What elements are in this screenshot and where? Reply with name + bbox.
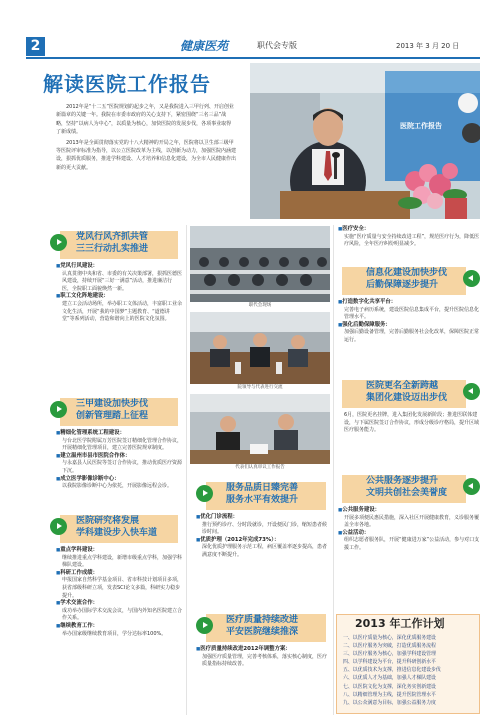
work-plan-item: 八、以精细管理为主线，提升医院管理水平 bbox=[343, 691, 436, 698]
photo-delegates bbox=[190, 394, 330, 464]
section-heading-public: 公共服务逐步提升 文明共创社会美誉度 bbox=[338, 470, 480, 506]
section-body-service: ■ 优化门诊流程： 推行预约诊疗、分时段就诊，开设便民门诊，缩短患者候诊时间。 ■ 优质护理（2012年完成73%）： 深化优质护理服务示范工程，病区覆盖率逐步提高，患者满意度不断提升。 bbox=[196, 514, 330, 560]
issue-date: 2013 年 3 月 20 日 bbox=[396, 42, 460, 50]
section-body-research: ■ 重点学科建设： 继续推进重点学科建设，新增市级重点学科，加强学科梯队建设。 ■ 科研工作成绩： 申报国家自然科学基金项目、省市科技计划项目多项，获省部级科研立项，发表SCI论文多篇，科研实力稳步提升。 ■ 学术交流合作： 成功举办国际学术交流会议，与国内外知名医院建立合作关系。 ■ 继续教育工作： 举办国家级继续教育项目，学分达标率100%。 bbox=[56, 547, 182, 638]
work-plan-item: 六、以优质人才为基础，加强人才梯队建设 bbox=[343, 675, 436, 682]
section-heading-management: 三甲建设加快步伐 创新管理踏上征程 bbox=[50, 393, 182, 429]
arrow-icon bbox=[196, 485, 213, 502]
work-plan-item: 四、以学科建设为平台，提升科研创新水平 bbox=[343, 659, 436, 666]
photo-caption: 职代会现场 bbox=[248, 303, 272, 308]
section-body-group: 6月，医院更名挂牌，进入集团化发展新阶段；推进医联体建设，与下属医院签订合作协议，形成分级诊疗格局，提升区域医疗服务能力。 bbox=[344, 412, 480, 434]
work-plan-title: 2013 年工作计划 bbox=[355, 617, 445, 630]
hero-screen-text: 医院工作报告 bbox=[400, 122, 442, 130]
section-heading-service: 服务品质日臻完善 服务水平有效提升 bbox=[196, 477, 330, 513]
arrow-icon bbox=[463, 383, 480, 400]
section-body-management: ■ 精细化管理系统工程建设： 与台北医学院附属万芳医院签订精细化管理合作协议，开展精细化管理项目，建立完善医院规章制度。 ■ 建立温州市县市医院合作体： 与永嘉县人民医院等签订合作协议，推动优质医疗资源下沉。 ■ 成立医学影像诊断中心： 以我院影像诊断中心为依托，开展影像远程会诊。 bbox=[56, 430, 182, 491]
work-plan-list bbox=[343, 634, 477, 707]
work-plan-item: 九、以公众满意为目标，加强公益服务力度 bbox=[343, 699, 436, 706]
arrow-icon bbox=[50, 234, 67, 251]
section-body-safety: ■ 医疗安全： 实施“医疗质量与安全持续改进工程”，规范医疗行为，降低医疗风险，全年医疗纠纷明显减少。 bbox=[338, 226, 480, 249]
section-heading-group: 医院更名全新跨越 集团化建设迈出步伐 bbox=[338, 375, 480, 411]
photo-caption: 院领导与代表进行交流 bbox=[237, 385, 283, 390]
headline: 解读医院工作报告 bbox=[43, 72, 211, 96]
arrow-icon bbox=[463, 478, 480, 495]
column-divider bbox=[333, 225, 334, 715]
work-plan-box bbox=[336, 614, 480, 714]
intro-paragraph: 2013年是全面贯彻落实党的十八大精神的开局之年，医院将以卫生部三级甲等医院评审标准为指导，以公立医院改革为主线，以创新为动力，加强医院内涵建设，狠抓优质服务，推进学科建设、人才培养和信息化建设，为全市人民健康作出新的更大贡献。 bbox=[56, 139, 237, 171]
photo-meeting-hall bbox=[190, 226, 330, 302]
section-body-party: ■ 党风行风建设： 认真贯彻中央和省、市委的有关决策部署，狠抓医德医风建设，持续开展“三好一满意”活动，推进廉洁行医，全院职工面貌焕然一新。 ■ 职工文化阵地建设： 建立工会活动场所，举办职工文体活动，丰富职工业余文化生活，开展“我的中国梦”主题教育、“道德讲堂”等系列活动，营造和谐向上的医院文化氛围。 bbox=[56, 263, 182, 324]
hero-photo bbox=[250, 63, 480, 219]
arrow-icon bbox=[50, 518, 67, 535]
page-number: 2 bbox=[26, 37, 45, 56]
section-body-informatization: ■ 打造数字化共享平台： 完善电子病历系统，建设医院信息集成平台，提升医院信息化管理水平。 ■ 强化后勤保障服务： 加强后勤设备管理，完善后勤服务社会化改革，保障医院正常运行。 bbox=[338, 299, 480, 345]
edition-label: 职代会专版 bbox=[257, 41, 297, 50]
header-rule bbox=[26, 57, 480, 59]
work-plan-item: 七、以医院文化为支撑，深化务实创新建设 bbox=[343, 683, 436, 690]
section-heading-quality: 医疗质量持续改进 平安医院继续推深 bbox=[196, 609, 330, 645]
column-divider bbox=[186, 225, 187, 715]
photo-caption: 代表们认真审议工作报告 bbox=[235, 465, 285, 470]
photo-meeting-exchange bbox=[190, 312, 330, 384]
work-plan-item: 五、以优质技术为支撑，推进信息化建设步伐 bbox=[343, 667, 441, 674]
arrow-icon bbox=[50, 401, 67, 418]
work-plan-item: 三、以医疗服务为核心，加强学科建设管理 bbox=[343, 651, 436, 658]
arrow-icon bbox=[196, 617, 213, 634]
work-plan-item: 二、以医疗服务为突破，打造优质服务流程 bbox=[343, 643, 436, 650]
intro-text bbox=[56, 103, 236, 174]
masthead-brand: 健康医苑 bbox=[180, 39, 229, 53]
section-heading-party: 党风行风齐抓共管 三三行动扎实推进 bbox=[50, 226, 182, 262]
work-plan-item: 一、以医疗质量为核心，深化优质服务建设 bbox=[343, 635, 436, 641]
section-heading-informatization: 信息化建设加快步伐 后勤保障逐步提升 bbox=[338, 262, 480, 298]
intro-paragraph: 2012年是“十二五”医院规划的起步之年，又是我院进入三甲行列、开启创业新篇章的关键一年。我院在市委市政府的关心支持下，紧密围绕“三名三品”战略，坚持“以病人为中心”，以质量为核心，加快医院的发展步伐，各项事业取得了新成绩。 bbox=[56, 104, 234, 136]
arrow-icon bbox=[463, 270, 480, 287]
section-heading-research: 医院研究将发展 学科建设步入快车道 bbox=[50, 510, 182, 546]
section-body-quality: ■ 医疗质量持续改进2012年调整方案： 加强医疗质量管理，完善考核体系，落实核心制度，医疗质量指标持续改善。 bbox=[196, 646, 330, 669]
section-body-public: ■ 公共服务建设： 开展多项便民惠民措施，深入社区开展健康教育，义诊服务覆盖全市各地。 ■ 公益活动： 组织志愿者服务队，开展“健康进万家”公益活动，参与对口支援工作。 bbox=[338, 507, 480, 553]
